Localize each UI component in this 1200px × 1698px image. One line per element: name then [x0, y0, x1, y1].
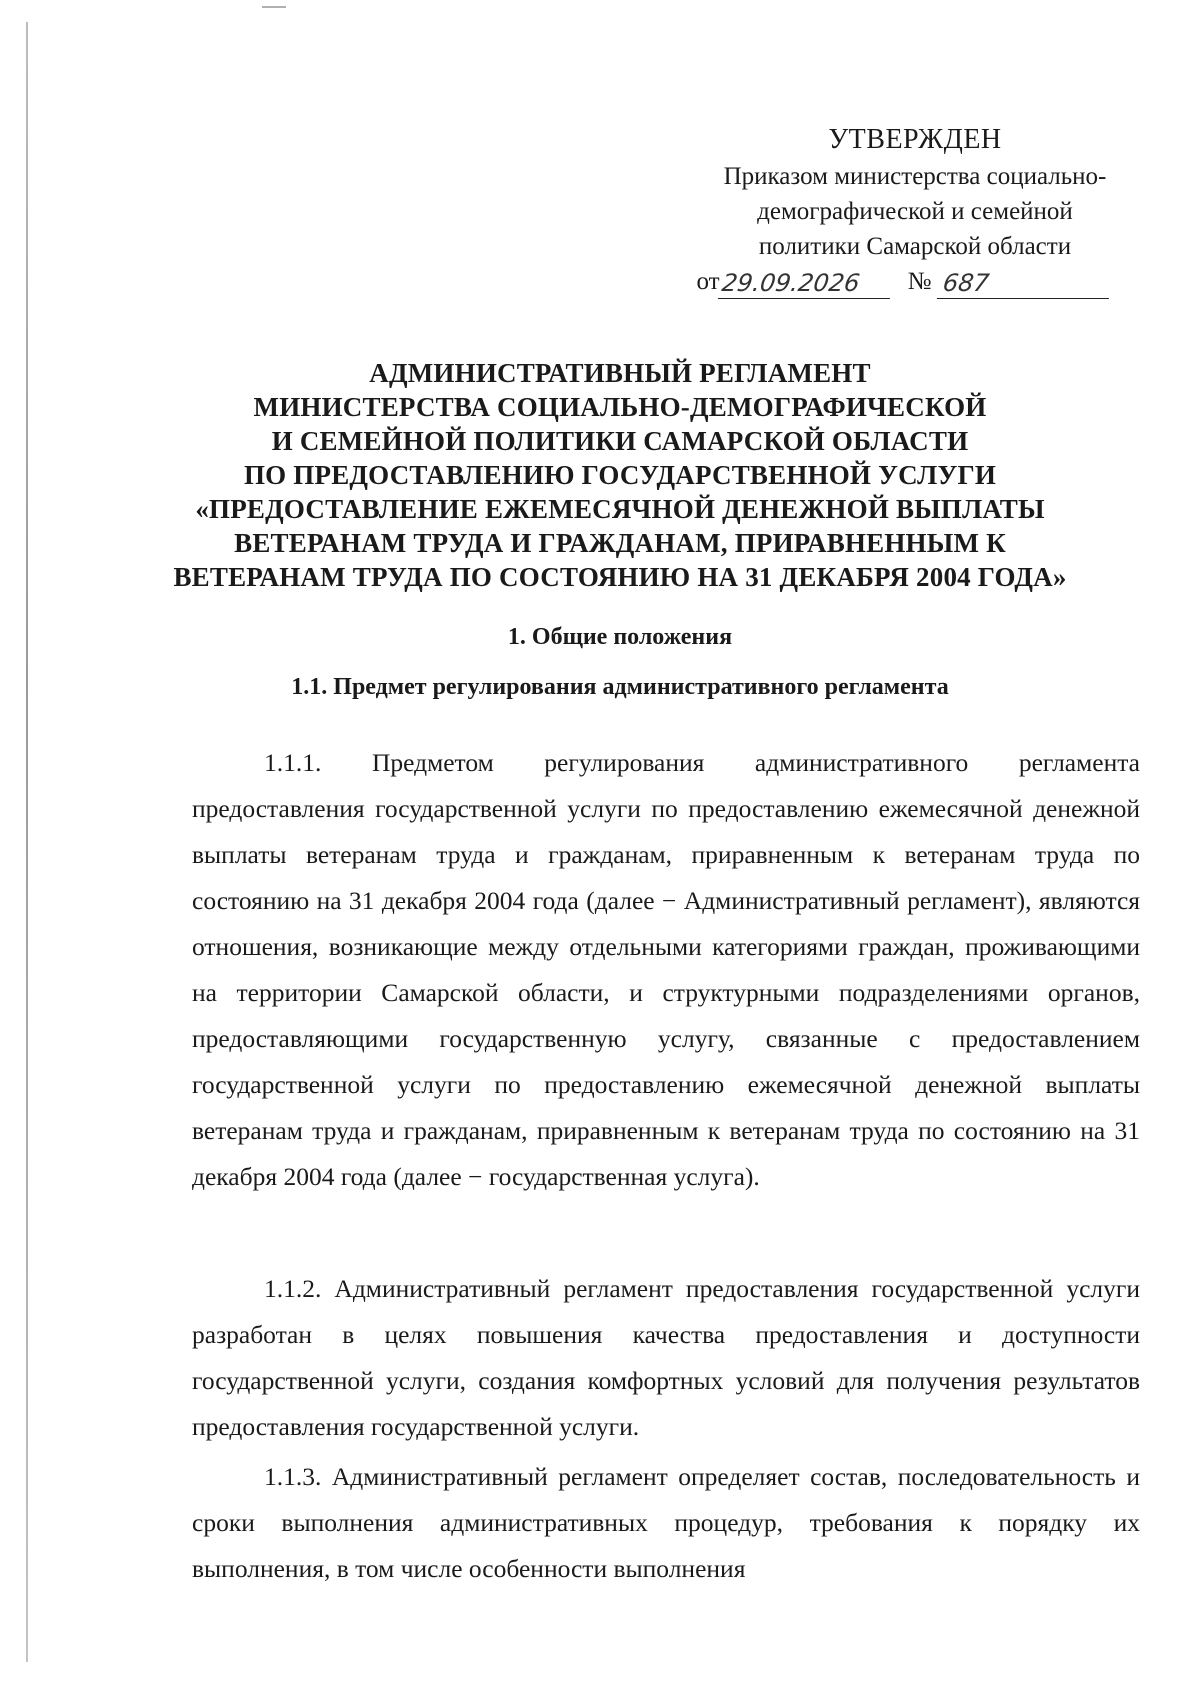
approval-date-number-line: [658, 264, 1150, 299]
paragraph-1-1-2: 1.1.2. Административный регламент предоставления государственной услуги разработан в целях повышения качества предоставления и доступности государственной услуги, создания комфортных условий для получения результатов предоставления государственной услуги.: [192, 1273, 1140, 1441]
title-line: АДМИНИСТРАТИВНЫЙ РЕГЛАМЕНТ: [369, 358, 871, 388]
section-heading-subject: 1.1. Предмет регулирования административного регламента: [291, 674, 949, 700]
handwritten-number: 687: [937, 268, 1113, 299]
section-heading-general: 1. Общие положения: [507, 624, 733, 650]
title-line: ПО ПРЕДОСТАВЛЕНИЮ ГОСУДАРСТВЕННОЙ УСЛУГИ: [243, 460, 997, 490]
approval-line-1: Приказом министерства социально-: [723, 163, 1107, 190]
title-line: ВЕТЕРАНАМ ТРУДА И ГРАЖДАНАМ, ПРИРАВНЕННЫМ К: [234, 528, 1006, 558]
handwritten-date: 29.09.2026: [717, 268, 893, 299]
paragraph-1-1-3: 1.1.3. Административный регламент определяет состав, последовательность и сроки выполнения административных процедур, требования к порядку их выполнения, в том числе особенности выполнения: [192, 1461, 1140, 1583]
date-prefix: от: [696, 268, 720, 295]
approval-stamp-block: [680, 122, 1150, 299]
title-line: МИНИСТЕРСТВА СОЦИАЛЬНО-ДЕМОГРАФИЧЕСКОЙ: [253, 392, 987, 422]
title-line: «ПРЕДОСТАВЛЕНИЕ ЕЖЕМЕСЯЧНОЙ ДЕНЕЖНОЙ ВЫПЛАТЫ: [195, 494, 1045, 524]
document-title: [170, 356, 1070, 594]
approval-title: УТВЕРЖДЕН: [828, 124, 1002, 155]
scan-artifact-dash: [262, 6, 286, 8]
paragraph-1-1-1: 1.1.1. Предметом регулирования административного регламента предоставления государственной услуги по предоставлению ежемесячной денежной выплаты ветеранам труда и гражданам, приравненным к ветеранам труда по состоянию на 31 декабря 2004 года (далее − Административный регламент), являются отношения, возникающие между отдельными категориями граждан, проживающими на территории Самарской области, и структурными подразделениями органов, предоставляющими государственную услугу, связанные с предоставлением государственной услуги по предоставлению ежемесячной денежной выплаты ветеранам труда и гражданам, приравненным к ветеранам труда по состоянию на 31 декабря 2004 года (далее − государственная услуга).: [192, 747, 1140, 1191]
number-sign: №: [907, 268, 932, 295]
title-line: И СЕМЕЙНОЙ ПОЛИТИКИ САМАРСКОЙ ОБЛАСТИ: [271, 426, 969, 456]
title-line: ВЕТЕРАНАМ ТРУДА ПО СОСТОЯНИЮ НА 31 ДЕКАБРЯ 2004 ГОДА»: [173, 562, 1067, 592]
approval-line-2: демографической и семейной: [757, 198, 1073, 225]
approval-line-3: политики Самарской области: [758, 233, 1072, 260]
scan-left-edge: [26, 22, 28, 1662]
